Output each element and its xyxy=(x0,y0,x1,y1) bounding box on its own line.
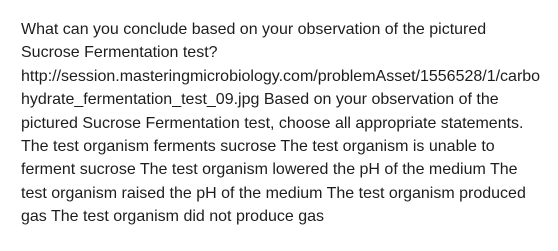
question-text: What can you conclude based on your observation of the pictured Sucrose Fermentation test? http://session.masteringmicrobiology.com/problemAsset/1556528/1/carbohydrate_fermentation_test_09.jpg Based on your observation of the pictured Sucrose Fermentation test, choose all appropriate statements. The test organism ferments sucrose The test organism is unable to ferment sucrose The test organism lowered the pH of the medium The test organism raised the pH of the medium The test organism produced gas The test organism did not produce gas xyxy=(21,21,541,226)
